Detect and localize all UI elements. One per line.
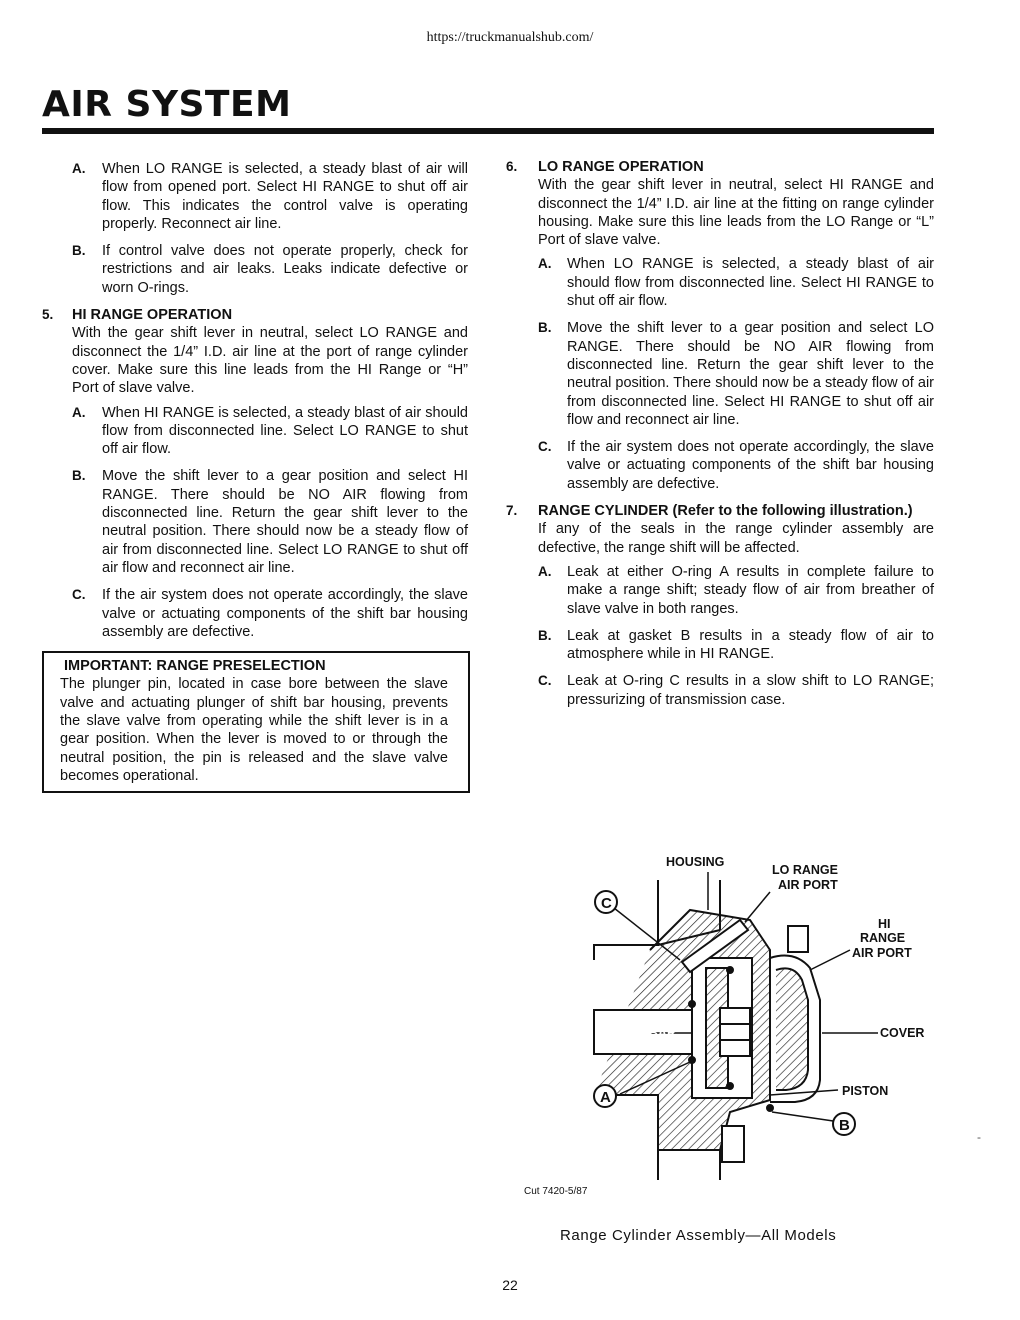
callout-b: B [839,1117,850,1134]
section-number: 5. [42,307,54,323]
section-body: With the gear shift lever in neutral, select HI RANGE and disconnect the 1/4” I.D. air line at the fitting on range cylinder housing. Make sure this line leads from the LO Range or “L” Port of slave valve. [538,177,934,249]
item-label: A. [538,256,552,272]
list-item [506,563,934,618]
item-text: When HI RANGE is selected, a steady blast of air should flow from disconnected line. Select LO RANGE to shut off air flow. [102,404,468,458]
label-yoke-bar: YOKE BAR [610,1026,676,1040]
item-text: If the air system does not operate accordingly, the slave valve or actuating components of the shift bar housing assembly are defective. [102,587,468,640]
list-item [42,160,468,233]
item-label: B. [538,627,552,643]
item-text: If the air system does not operate accordingly, the slave valve or actuating components of the shift bar housing assembly are defective. [567,439,934,492]
label-lo-range-air-port: AIR PORT [778,878,838,892]
label-hi-range: RANGE [860,931,906,945]
list-item [42,467,468,577]
section-body: If any of the seals in the range cylinder assembly are defective, the range shift will be affected. [538,521,934,556]
important-body: The plunger pin, located in case bore between the slave valve and actuating plunger of shift bar housing, prevents the slave valve from operating while the shift lever is in a gear position. When the lever is moved to or through the neutral position, the pin is released and the slave valve becomes operational. [60,676,448,784]
item-label: C. [538,673,552,689]
section-hi-range-operation [42,306,468,397]
list-item [506,672,934,709]
list-item [42,404,468,459]
item-text: Move the shift lever to a gear position and select LO RANGE. There should be NO AIR flowing from disconnected line. Return the gear shift lever to the neutral position. There should now be a steady flow of air from disconnected line. Select HI RANGE to shut off air flow and reconnect air line. [567,320,934,428]
item-text: When LO RANGE is selected, a steady blast of air should flow from disconnected line. Select HI RANGE to shut off air flow. [567,256,934,310]
callout-a: A [600,1089,611,1106]
item-label: C. [538,439,552,455]
title-rule [42,128,934,134]
important-heading: IMPORTANT: RANGE PRESELECTION [64,658,326,675]
section-body: With the gear shift lever in neutral, select LO RANGE and disconnect the 1/4” I.D. air line at the port of range cylinder cover. Make sure this line leads from the HI Range or “H” Port of slave valve. [72,325,468,397]
left-column [42,160,468,793]
section-number: 7. [506,503,518,519]
page-title: AIR SYSTEM [42,84,292,125]
label-hi: HI [878,917,891,931]
list-item [42,242,468,297]
bolt [788,926,808,952]
label-piston: PISTON [842,1084,889,1098]
section-heading: LO RANGE OPERATION [538,159,704,175]
item-label: B. [72,468,86,484]
range-cylinder-diagram [580,850,940,1190]
list-item [42,586,468,641]
label-cover: COVER [880,1026,925,1040]
label-housing: HOUSING [666,855,725,869]
item-text: Leak at O-ring C results in a slow shift to LO RANGE; pressurizing of transmission case. [567,673,934,708]
item-text: If control valve does not operate properly, check for restrictions and air leaks. Leaks indicate defective or worn O-rings. [102,243,468,296]
label-lo-range: LO RANGE [772,863,838,877]
item-label: A. [72,161,86,176]
item-text: Leak at gasket B results in a steady flow of air to atmosphere while in HI RANGE. [567,627,934,663]
section-range-cylinder [506,502,934,557]
item-text: When LO RANGE is selected, a steady blast of air will flow from opened port. Select HI RANGE to shut off air flow. This indicates the control valve is operating properly. Reconnect air line. [102,161,468,232]
list-item [506,438,934,493]
callout-c: C [601,895,612,912]
section-number: 6. [506,159,518,174]
list-item [506,255,934,310]
item-text: Move the shift lever to a gear position and select HI RANGE. There should be NO AIR flowing from disconnected line. Return the gear shift lever to the neutral position. There should now be a steady flow of air from disconnected line. Select LO RANGE to shut off air flow and reconnect air line. [102,468,468,576]
label-hi-air-port: AIR PORT [852,946,912,960]
item-text: Leak at either O-ring A results in complete failure to make a range shift; steady flow of air from breather of slave valve in both ranges. [567,563,934,617]
source-url: https://truckmanualshub.com/ [426,30,594,45]
list-item [506,319,934,429]
item-label: C. [72,587,86,603]
item-label: B. [538,320,552,336]
section-heading: HI RANGE OPERATION [72,307,233,324]
list-item [506,627,934,664]
section-lo-range-operation [506,158,934,249]
figure-caption: Range Cylinder Assembly—All Models [560,1227,837,1244]
item-label: B. [72,243,86,259]
cut-reference: Cut 7420-5/87 [524,1186,588,1197]
item-label: A. [538,563,552,579]
bolt [722,1126,744,1162]
right-column [506,158,934,718]
stray-mark: - [977,1130,981,1144]
section-heading: RANGE CYLINDER (Refer to the following illustration.) [538,503,913,520]
important-box [42,651,470,793]
piston-nut [720,1008,750,1056]
item-label: A. [72,404,86,420]
page-number: 22 [502,1277,518,1293]
